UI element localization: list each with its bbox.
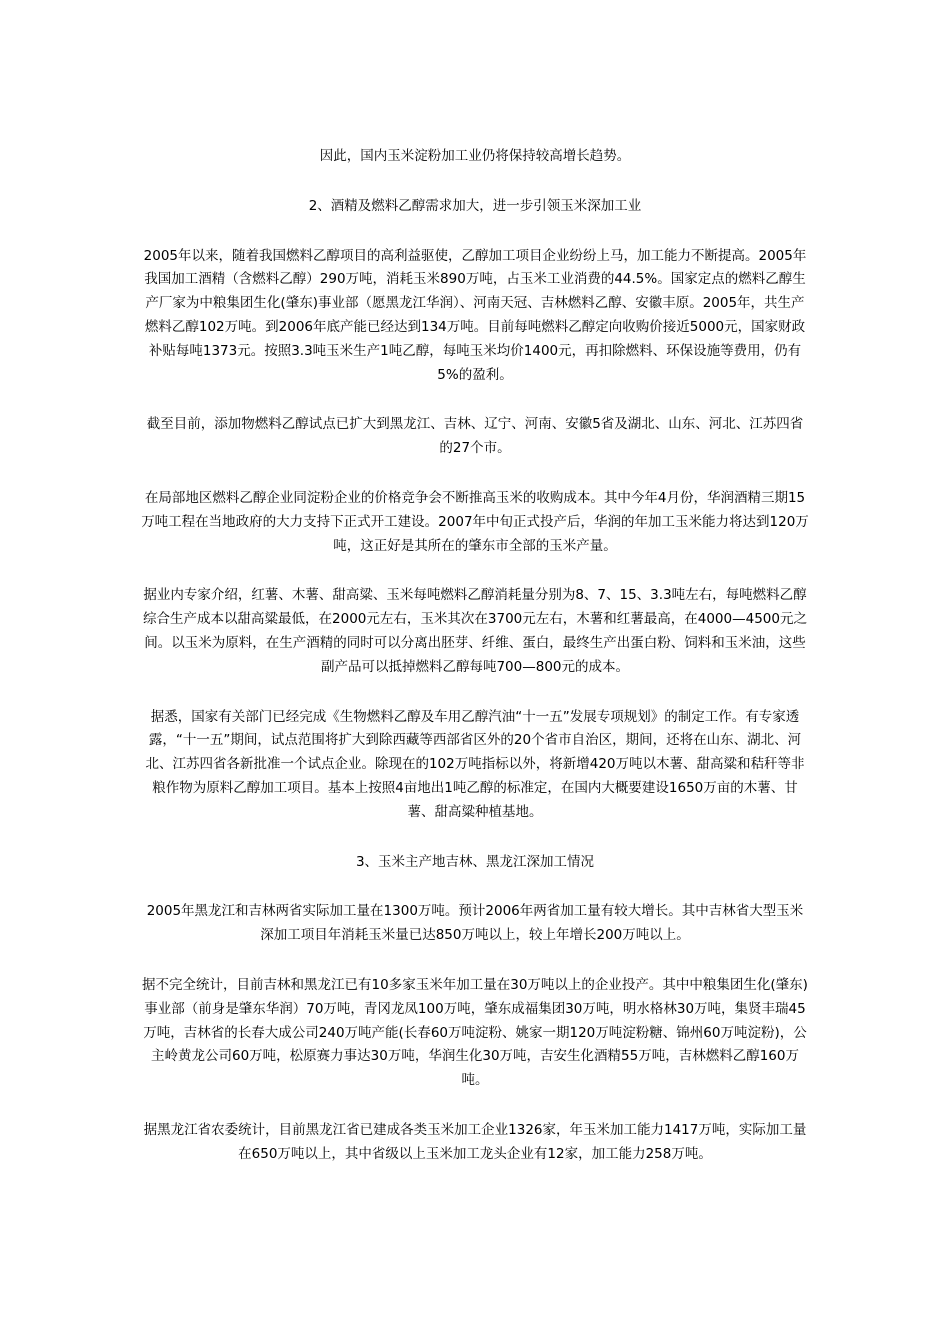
paragraph-heilongjiang-stats: 据黑龙江省农委统计，目前黑龙江省已建成各类玉米加工企业1326家，年玉米加工能力1417万吨，实际加工量在650万吨以上，其中省级以上玉米加工龙头企业有12家，加工能力258万吨。 [143,1121,807,1162]
paragraph-pilot-expansion: 截至目前，添加物燃料乙醇试点已扩大到黑龙江、吉林、辽宁、河南、安徽5省及湖北、山东、河北、江苏四省的27个市。 [146,416,804,457]
section-heading-ethanol-demand: 2、酒精及燃料乙醇需求加大，进一步引领玉米深加工业 [308,197,642,214]
section-heading-jilin-heilongjiang: 3、玉米主产地吉林、黑龙江深加工情况 [355,853,595,870]
paragraph-national-plan: 据悉，国家有关部门已经完成《生物燃料乙醇及车用乙醇汽油“十一五”发展专项规划》的制定工作。有专家透露，“十一五”期间，试点范围将扩大到除西藏等西部省区外的20个省市自治区，期间，还将在山东、湖北、河北、江苏四省各新批准一个试点企业。除现在的102万吨指标以外，将新增420万吨以木薯、甜高粱和秸秆等非粮作物为原料乙醇加工项目。基本上按照4亩地出1吨乙醇的标准定，在国内大概要建设1650万亩的木薯、甘薯、甜高粱种植基地。 [145,708,805,820]
paragraph-processing-volume: 2005年黑龙江和吉林两省实际加工量在1300万吨。预计2006年两省加工量有较大增长。其中吉林省大型玉米深加工项目年消耗玉米量已达850万吨以上，较上年增长200万吨以上。 [146,903,804,944]
paragraph-conclusion: 因此，国内玉米淀粉加工业仍将保持较高增长趋势。 [319,148,631,164]
paragraph-enterprise-list: 据不完全统计，目前吉林和黑龙江已有10多家玉米年加工量在30万吨以上的企业投产。其中中粮集团生化(肇东)事业部（前身是肇东华润）70万吨，青冈龙凤100万吨，肇东成福集团30万吨，明水格林30万吨，集贤丰瑞45万吨，吉林省的长春大成公司240万吨产能(长春60万吨淀粉、姚家一期120万吨淀粉糖、锦州60万吨淀粉)，公主岭黄龙公司60万吨，松原赛力事达30万吨，华润生化30万吨，吉安生化酒精55万吨，吉林燃料乙醇160万吨。 [142,976,808,1089]
paragraph-price-competition: 在局部地区燃料乙醇企业同淀粉企业的价格竞争会不断推高玉米的收购成本。其中今年4月份，华润酒精三期15万吨工程在当地政府的大力支持下正式开工建设。2007年中旬正式投产后，华润的年加工玉米能力将达到120万吨，这正好是其所在的肇东市全部的玉米产量。 [141,489,809,554]
paragraph-expert-costs: 据业内专家介绍，红薯、木薯、甜高粱、玉米每吨燃料乙醇消耗量分别为8、7、15、3.3吨左右，每吨燃料乙醇综合生产成本以甜高粱最低，在2000元左右，玉米其次在3700元左右，木薯和红薯最高，在4000—4500元之间。以玉米为原料，在生产酒精的同时可以分离出胚芽、纤维、蛋白，最终生产出蛋白粉、饲料和玉米油，这些副产品可以抵掉燃料乙醇每吨700—800元的成本。 [143,587,807,675]
document-body [140,145,810,1193]
paragraph-ethanol-overview: 2005年以来，随着我国燃料乙醇项目的高利益驱使，乙醇加工项目企业纷纷上马，加工能力不断提高。2005年我国加工酒精（含燃料乙醇）290万吨，消耗玉米890万吨，占玉米工业消费的44.5%。国家定点的燃料乙醇生产厂家为中粮集团生化(肇东)事业部（愿黑龙江华润）、河南天冠、吉林燃料乙醇、安徽丰原。2005年，共生产燃料乙醇102万吨。到2006年底产能已经达到134万吨。目前每吨燃料乙醇定向收购价接近5000元，国家财政补贴每吨1373元。按照3.3吨玉米生产1吨乙醇，每吨玉米均价1400元，再扣除燃料、环保设施等费用，仍有5%的盈利。 [143,247,807,383]
